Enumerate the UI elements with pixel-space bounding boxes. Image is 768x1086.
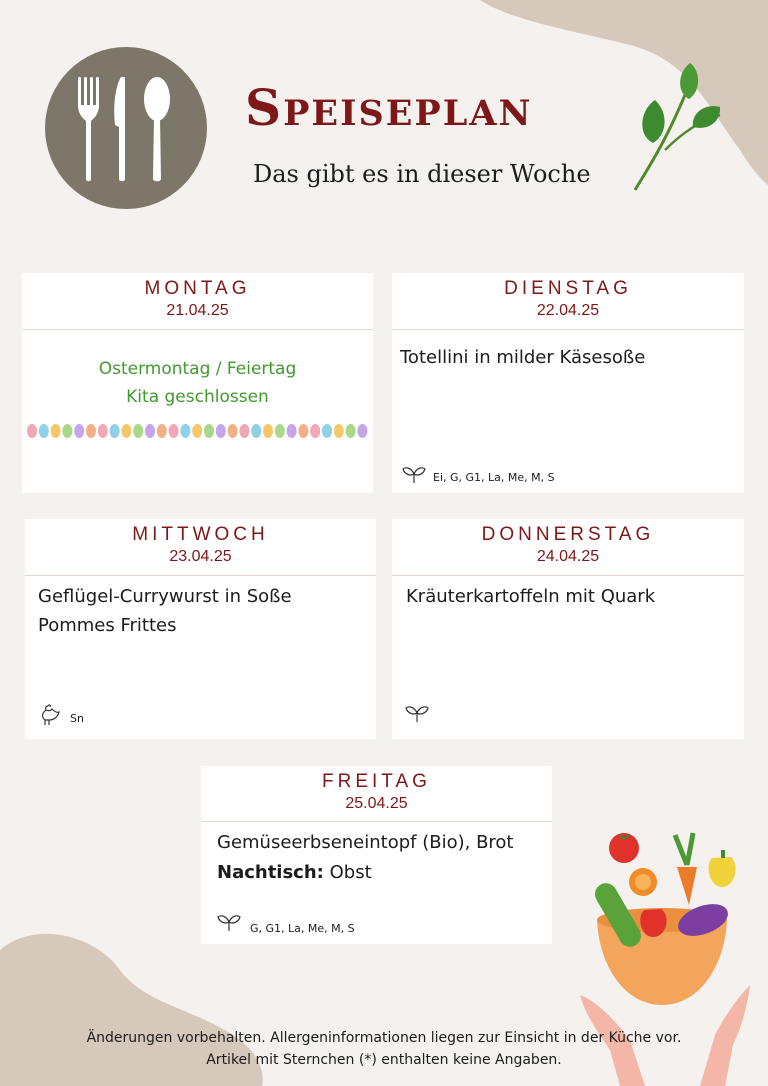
- closed-notice: Kita geschlossen: [126, 387, 269, 407]
- day-card-thursday: [392, 519, 744, 739]
- easter-egg: [133, 424, 143, 438]
- easter-egg: [322, 424, 332, 438]
- easter-egg: [86, 424, 96, 438]
- dish-name: Totellini in milder Käsesoße: [400, 347, 646, 368]
- easter-egg: [310, 424, 320, 438]
- dish-line-1: Geflügel-Currywurst in Soße: [38, 586, 292, 607]
- divider: [25, 575, 376, 576]
- easter-egg: [346, 424, 356, 438]
- allergen-codes: Ei, G, G1, La, Me, M, S: [433, 471, 555, 484]
- footer-line-2: Artikel mit Sternchen (*) enthalten keine Angaben.: [206, 1052, 562, 1068]
- allergen-codes: G, G1, La, Me, M, S: [250, 922, 355, 935]
- dessert-name: Obst: [329, 862, 372, 883]
- easter-egg: [204, 424, 214, 438]
- easter-egg: [39, 424, 49, 438]
- dish-name: Gemüseerbseneintopf (Bio), Brot: [217, 832, 514, 853]
- chicken-icon: [39, 703, 63, 727]
- day-card-monday: [22, 273, 373, 493]
- easter-egg: [145, 424, 155, 438]
- vegetarian-leaf-icon: [217, 911, 241, 933]
- day-date: 21.04.25: [166, 302, 229, 319]
- easter-egg: [334, 424, 344, 438]
- dessert-label: Nachtisch:: [217, 862, 324, 883]
- holiday-notice: Ostermontag / Feiertag: [98, 359, 297, 379]
- easter-egg: [27, 424, 37, 438]
- footer-note: [0, 1027, 768, 1071]
- day-name: MONTAG: [144, 278, 251, 299]
- allergen-codes: Sn: [70, 712, 84, 725]
- easter-egg: [110, 424, 120, 438]
- vegetarian-leaf-icon: [402, 463, 426, 485]
- easter-egg: [98, 424, 108, 438]
- vegetarian-leaf-icon: [405, 702, 429, 724]
- day-card-friday: [201, 766, 552, 944]
- easter-egg: [287, 424, 297, 438]
- easter-egg: [62, 424, 72, 438]
- day-card-wednesday: [25, 519, 376, 739]
- footer-line-1: Änderungen vorbehalten. Allergeninformationen liegen zur Einsicht in der Küche vor.: [86, 1030, 682, 1046]
- easter-egg: [251, 424, 261, 438]
- divider: [392, 575, 744, 576]
- day-date: 23.04.25: [169, 548, 232, 565]
- dish-line-2: Pommes Frittes: [38, 615, 177, 636]
- easter-eggs-garland: [26, 420, 370, 442]
- day-date: 24.04.25: [536, 548, 600, 565]
- day-name: FREITAG: [322, 771, 431, 792]
- cutlery-logo: [45, 47, 207, 209]
- basil-icon: [625, 55, 735, 195]
- easter-egg: [157, 424, 167, 438]
- divider: [22, 329, 373, 330]
- easter-egg: [216, 424, 226, 438]
- easter-egg: [298, 424, 308, 438]
- day-date: 22.04.25: [536, 302, 600, 319]
- day-card-tuesday: [392, 273, 744, 493]
- easter-egg: [51, 424, 61, 438]
- day-name: MITTWOCH: [132, 524, 269, 545]
- cutlery-icon: [45, 47, 207, 209]
- page-subtitle: Das gibt es in dieser Woche: [253, 160, 591, 188]
- easter-egg: [239, 424, 249, 438]
- day-name: DONNERSTAG: [481, 524, 655, 545]
- easter-egg: [169, 424, 179, 438]
- divider: [201, 821, 552, 822]
- dish-name: Kräuterkartoffeln mit Quark: [406, 586, 656, 607]
- easter-egg: [121, 424, 131, 438]
- easter-egg: [275, 424, 285, 438]
- easter-egg: [180, 424, 190, 438]
- easter-egg: [192, 424, 202, 438]
- easter-egg: [263, 424, 273, 438]
- easter-egg: [228, 424, 238, 438]
- day-name: DIENSTAG: [504, 278, 632, 299]
- easter-egg: [74, 424, 84, 438]
- day-date: 25.04.25: [345, 795, 408, 812]
- divider: [392, 329, 744, 330]
- dessert-line: [217, 858, 372, 887]
- page-title: Speiseplan: [245, 78, 533, 137]
- easter-egg: [357, 424, 367, 438]
